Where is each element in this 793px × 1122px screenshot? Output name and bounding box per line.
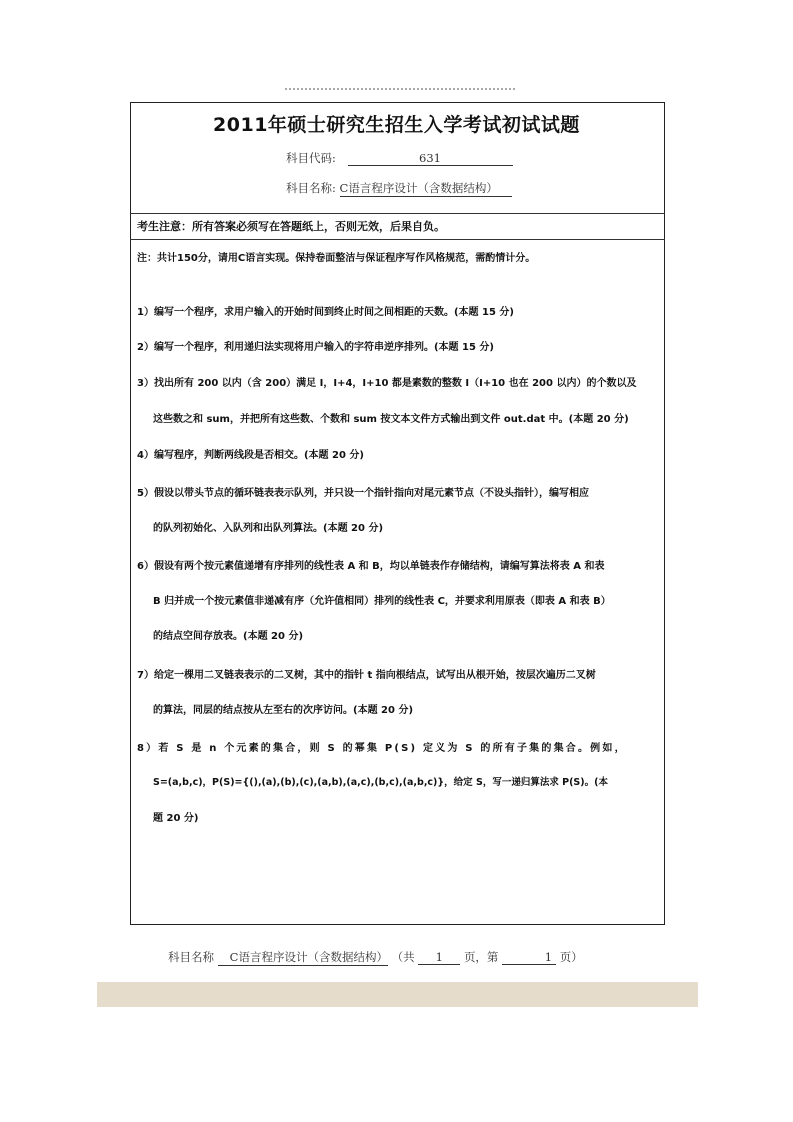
- subject-name-row: [286, 180, 512, 197]
- question-5-cont: 的队列初始化、入队列和出队列算法。(本题 20 分): [153, 523, 384, 534]
- footer-page-suffix: 页）: [559, 950, 583, 964]
- question-2: 2）编写一个程序，利用递归法实现将用户输入的字符串逆序排列。(本题 15 分): [137, 342, 494, 353]
- question-8-cont: S=(a,b,c)，P(S)={(),(a),(b),(c),(a,b),(a,c),(b,c),(a,b,c)}，给定 S，写一递归算法求 P(S)。(本: [153, 777, 608, 788]
- question-7-cont: 的算法，同层的结点按从左至右的次序访问。(本题 20 分): [153, 705, 414, 716]
- subject-name: C语言程序设计（含数据结构）: [340, 180, 512, 197]
- subject-code: 631: [348, 151, 513, 166]
- question-3: 3）找出所有 200 以内（含 200）满足 I，I+4，I+10 都是素数的整数 I（I+10 也在 200 以内）的个数以及: [137, 378, 637, 389]
- footer-total-pages: 1: [418, 950, 460, 965]
- exam-title: 2011年硕士研究生招生入学考试初试试题: [213, 114, 580, 136]
- divider: [130, 213, 665, 214]
- question-3-cont: 这些数之和 sum，并把所有这些数、个数和 sum 按文本文件方式输出到文件 out.dat 中。(本题 20 分): [153, 414, 629, 425]
- divider: [130, 239, 665, 240]
- candidate-notice: 考生注意：所有答案必须写在答题纸上，否则无效，后果自负。: [137, 220, 445, 233]
- question-5: 5）假设以带头节点的循环链表表示队列，并只设一个指针指向对尾元素节点（不设头指针），编写相应: [137, 488, 589, 499]
- question-6-cont: 的结点空间存放表。(本题 20 分): [153, 631, 304, 642]
- footer-total-prefix: （共: [391, 950, 415, 964]
- question-6: 6）假设有两个按元素值递增有序排列的线性表 A 和 B，均以单链表作存储结构，请编写算法将表 A 和表: [137, 561, 605, 572]
- question-1: 1）编写一个程序，求用户输入的开始时间到终止时间之间相距的天数。(本题 15 分): [137, 307, 514, 318]
- footer-subject-name: C语言程序设计（含数据结构）: [218, 949, 388, 966]
- question-4: 4）编写程序，判断两线段是否相交。(本题 20 分): [137, 450, 364, 461]
- question-8: 8）若 S 是 n 个元素的集合，则 S 的幂集 P(S) 定义为 S 的所有子集的集合。例如，: [137, 743, 627, 754]
- question-6-cont: B 归并成一个按元素值非递减有序（允许值相同）排列的线性表 C，并要求利用原表（即表 A 和表 B）: [153, 596, 611, 607]
- subject-name-label: 科目名称:: [286, 181, 336, 195]
- page-footer: [168, 949, 583, 966]
- scan-artifact: [285, 88, 515, 94]
- subject-code-row: [286, 150, 513, 166]
- footer-current-page: 1: [502, 950, 556, 965]
- question-8-cont: 题 20 分): [153, 813, 199, 824]
- footer-page-mid: 页，第: [463, 950, 499, 964]
- subject-code-label: 科目代码:: [286, 151, 336, 165]
- page-separator-band: [97, 982, 698, 1007]
- exam-note: 注：共计150分，请用C语言实现。保持卷面整洁与保证程序写作风格规范，需酌情计分。: [137, 253, 536, 264]
- footer-name-label: 科目名称: [168, 950, 214, 964]
- question-7: 7）给定一棵用二叉链表表示的二叉树，其中的指针 t 指向根结点，试写出从根开始，按层次遍历二叉树: [137, 670, 596, 681]
